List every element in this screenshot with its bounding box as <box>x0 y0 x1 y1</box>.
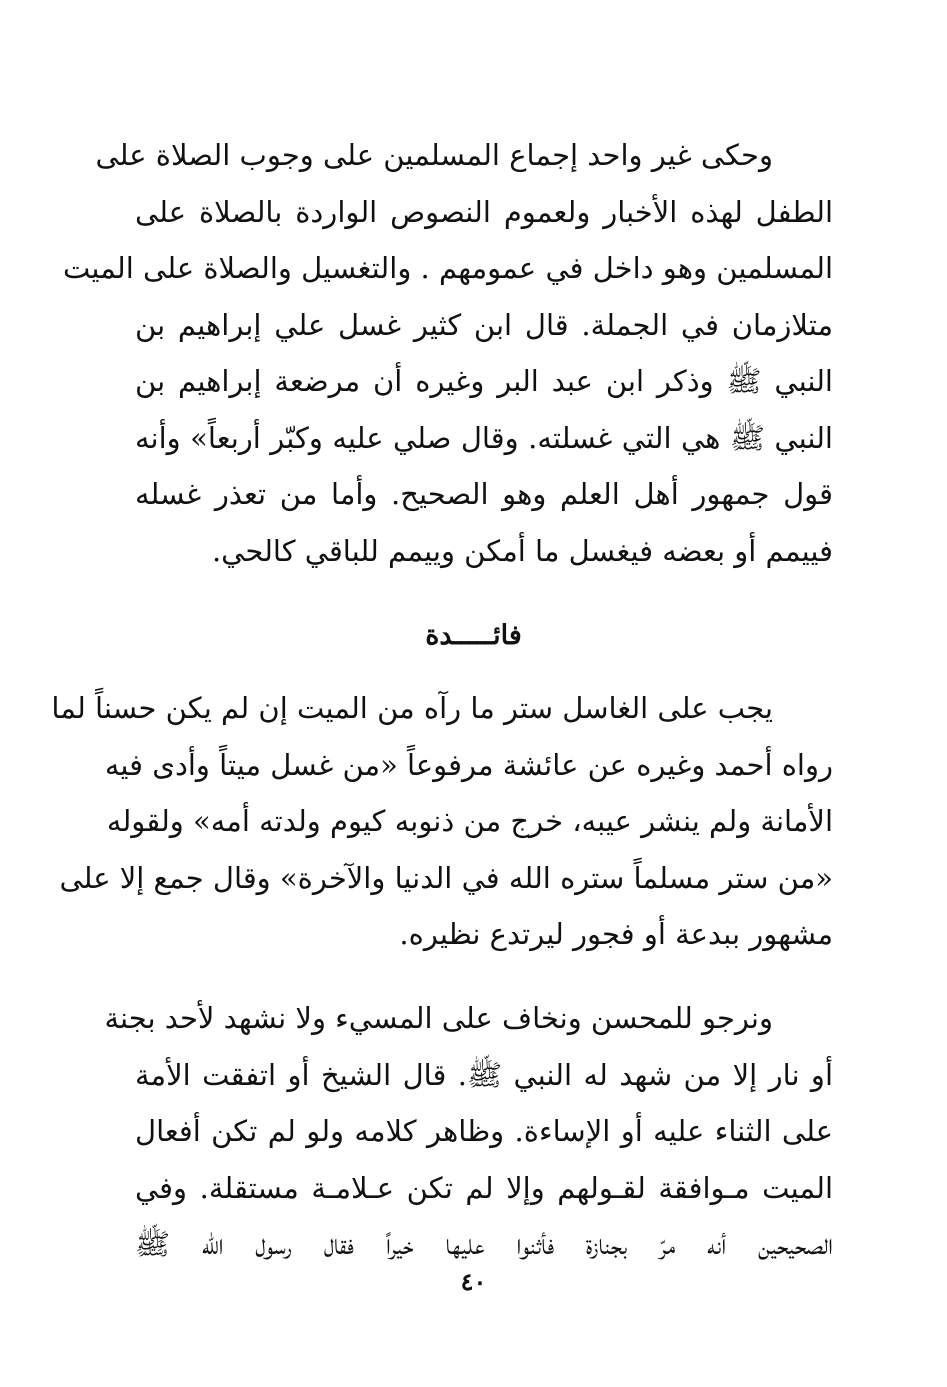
text-line: «من ستر مسلماً ستره الله في الدنيا والآخرة» وقال جمع إلا على <box>59 860 833 895</box>
text-line: على الثناء عليه أو الإساءة. وظاهر كلامه ولو لم تكن أفعال <box>135 1114 833 1148</box>
text-line: ونرجو للمحسن ونخاف على المسيء ولا نشهد لأحد بجنة <box>104 1001 773 1035</box>
text-line: متلازمان في الجملة. قال ابن كثير غسل علي إبراهيم بن <box>135 307 833 342</box>
text-line: مشهور ببدعة أو فجور ليرتدع نظيره. <box>399 917 833 951</box>
paragraph-2 <box>51 680 833 963</box>
paragraph-3 <box>104 990 833 1273</box>
text-line: يجب على الغاسل ستر ما رآه من الميت إن لم يكن حسناً لما <box>51 691 773 725</box>
text-line: فييمم أو بعضه فيغسل ما أمكن وييمم للباقي كالحي. <box>211 533 833 568</box>
text-line: الميت مـوافقة لقـولهم وإلا لم تكن عـلامـة مستقلة. وفي <box>135 1170 833 1205</box>
paragraph-1 <box>62 127 833 579</box>
text-line: الصحيحين أنه مرّ بجنازة فأثنوا عليها خيراً فقال رسول الله ﷺ <box>135 1227 833 1261</box>
text-line: الأمانة ولم ينشر عيبه، خرج من ذنوبه كيوم ولدته أمه» ولقوله <box>106 804 833 838</box>
text-line: أو نار إلا من شهد له النبي ﷺ. قال الشيخ أو اتفقت الأمة <box>135 1057 833 1092</box>
text-line: النبي ﷺ وذكر ابن عبد البر وغيره أن مرضعة إبراهيم بن <box>135 364 833 398</box>
text-line: الطفل لهذه الأخبار ولعموم النصوص الواردة بالصلاة على <box>135 194 833 229</box>
text-line: النبي ﷺ هي التي غسلته. وقال صلي عليه وكبّر أربعاً» وأنه <box>135 420 833 455</box>
text-line: المسلمين وهو داخل في عمومهم . والتغسيل والصلاة على الميت <box>62 251 833 285</box>
section-heading: فائـــــدة <box>425 620 522 651</box>
text-line: قول جمهور أهل العلم وهو الصحيح. وأما من تعذر غسله <box>135 477 833 511</box>
page-number: ٤٠ <box>460 1267 487 1296</box>
text-line: رواه أحمد وغيره عن عائشة مرفوعاً «من غسل ميتاً وأدى فيه <box>104 747 833 782</box>
text-line: وحكى غير واحد إجماع المسلمين على وجوب الصلاة على <box>95 138 773 172</box>
